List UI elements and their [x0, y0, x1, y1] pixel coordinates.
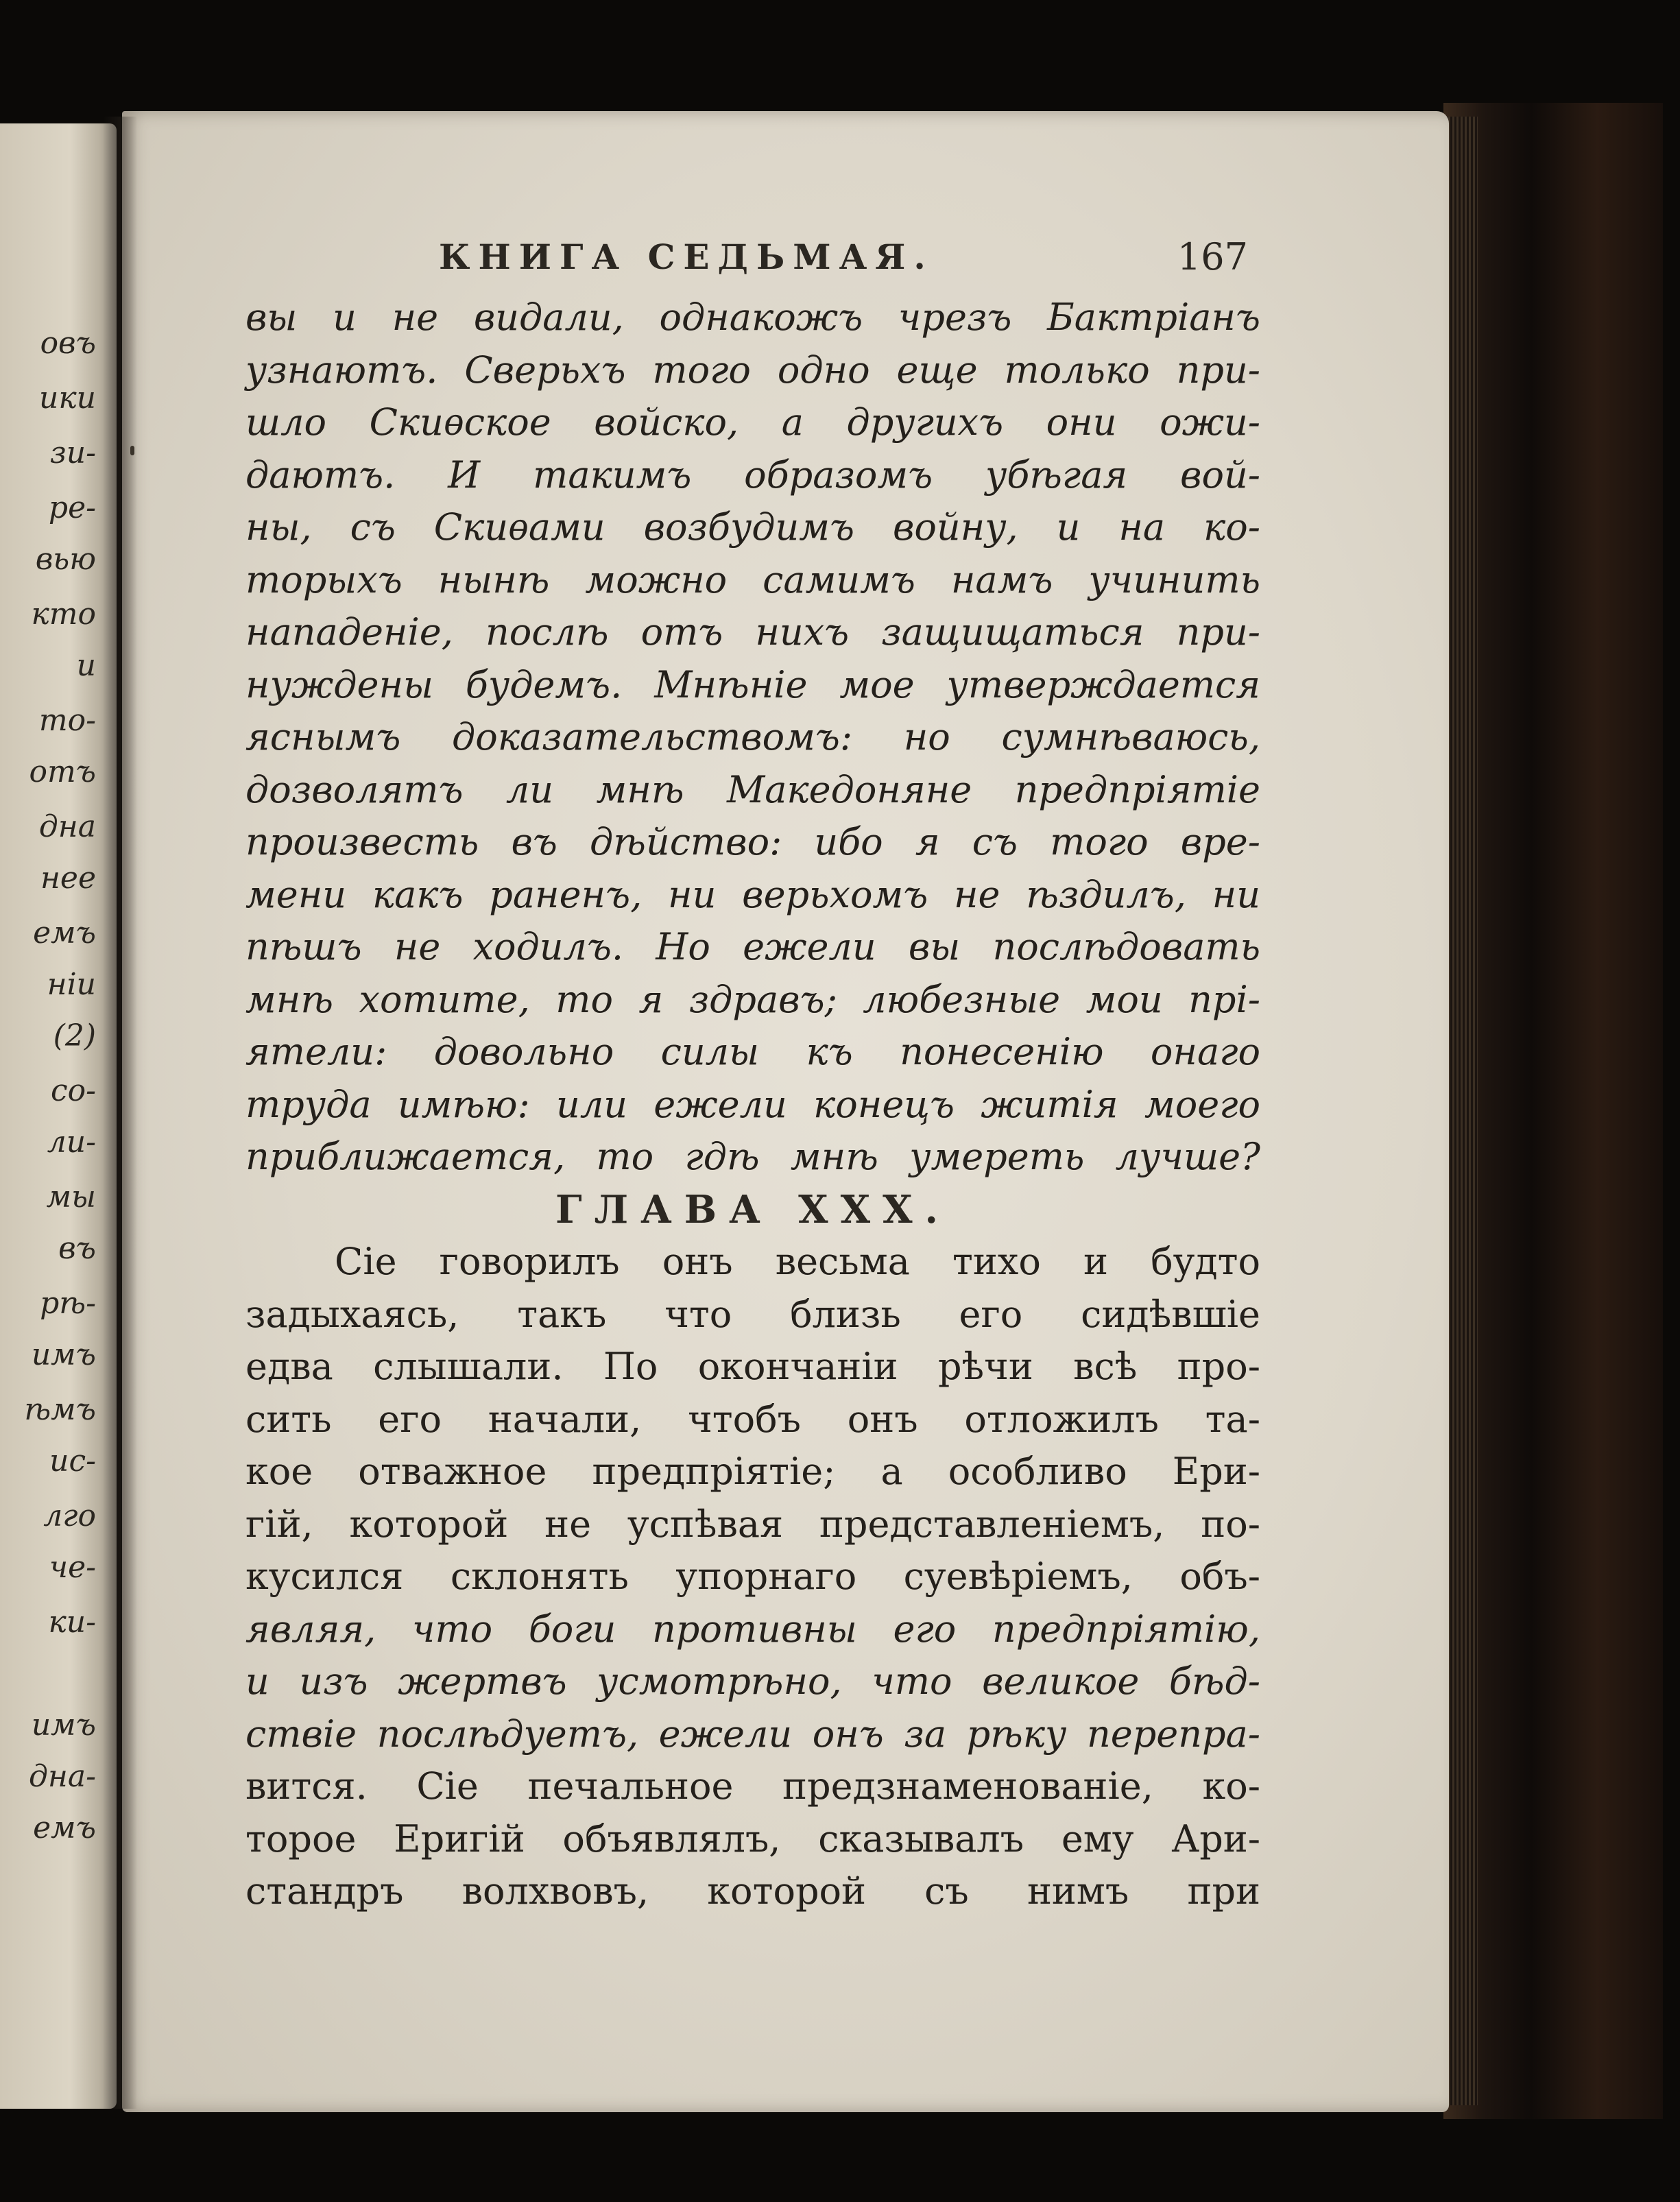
- text-line: кусился склонять упорнаго суевѣріемъ, объ-: [245, 1555, 1260, 1598]
- left-page-fragment: емъ: [33, 1810, 96, 1845]
- text-line: стандръ волхвовъ, которой съ нимъ при: [245, 1869, 1260, 1913]
- left-page-fragment: ніи: [47, 967, 96, 1002]
- text-line: нападеніе, послѣ отъ нихъ защищаться при-: [245, 610, 1260, 654]
- left-page-fragment: имъ: [31, 1337, 96, 1372]
- text-line: ятели: довольно силы къ понесенію онаго: [245, 1030, 1260, 1073]
- left-page-fragment: мы: [46, 1180, 96, 1214]
- left-page-fragment: ѣмъ: [24, 1392, 96, 1427]
- text-line: труда имѣю: или ежели конецъ житія моего: [245, 1082, 1260, 1126]
- left-page-fragment: че-: [49, 1550, 96, 1585]
- left-page: [0, 123, 117, 2109]
- left-page-fragment: то-: [38, 703, 96, 738]
- chapter-heading: ГЛАВА XXX.: [555, 1186, 951, 1232]
- text-line: шло Скиѳское войско, а другихъ они ожи-: [245, 400, 1260, 444]
- left-page-fragment: ики: [39, 381, 96, 416]
- text-line: являя, что боги противны его предпріятію,: [245, 1607, 1260, 1651]
- text-line: сить его начали, чтобъ онъ отложилъ та-: [245, 1397, 1260, 1441]
- text-line: мени какъ раненъ, ни верьхомъ не ѣздилъ, ни: [245, 872, 1260, 916]
- text-line: нуждены будемъ. Мнѣніе мое утверждается: [245, 662, 1260, 706]
- left-page-fragment: нее: [40, 861, 96, 896]
- left-page-fragment: имъ: [31, 1708, 96, 1743]
- page-number: 167: [1177, 235, 1248, 278]
- left-page-fragment: лго: [43, 1498, 96, 1533]
- left-page-fragment: и: [76, 648, 96, 683]
- text-line: пѣшъ не ходилъ. Но ежели вы послѣдовать: [245, 925, 1260, 968]
- left-page-fragment: вью: [35, 542, 96, 577]
- text-line: кое отважное предпріятіе; а особливо Ери-: [245, 1450, 1260, 1493]
- text-line: дозволятъ ли мнѣ Македоняне предпріятіе: [245, 767, 1260, 811]
- text-line: приближается, то гдѣ мнѣ умереть лучше?: [245, 1135, 1260, 1178]
- left-page-fragment: овъ: [40, 326, 96, 361]
- left-page-fragment: дна-: [29, 1759, 96, 1794]
- text-block: [245, 291, 1260, 1918]
- left-page-fragment: ис-: [49, 1444, 96, 1479]
- left-page-fragment: со-: [51, 1073, 96, 1108]
- text-line: Сіе говорилъ онъ весьма тихо и будто: [335, 1240, 1260, 1283]
- running-title: КНИГА СЕДЬМАЯ.: [439, 237, 934, 277]
- page-header: [439, 237, 1248, 291]
- text-line: вится. Сіе печальное предзнаменованіе, ко-: [245, 1764, 1260, 1808]
- left-page-fragment: кто: [31, 597, 96, 632]
- text-line: ны, съ Скиѳами возбудимъ войну, и на ко-: [245, 505, 1260, 549]
- text-line: яснымъ доказательствомъ: но сумнѣваюсь,: [245, 715, 1260, 758]
- left-page-fragment: зи-: [49, 435, 96, 470]
- left-page-fragment: емъ: [33, 915, 96, 950]
- left-page-fragment: ки-: [48, 1605, 96, 1640]
- text-line: едва слышали. По окончаніи рѣчи всѣ про-: [245, 1345, 1260, 1388]
- text-line: узнаютъ. Сверьхъ того одно еще только при-: [245, 348, 1260, 392]
- text-line: торое Еригій объявлялъ, сказывалъ ему Ари-: [245, 1817, 1260, 1860]
- left-page-fragment: въ: [58, 1231, 96, 1266]
- text-line: мнѣ хотите, то я здравъ; любезные мои прі-: [245, 977, 1260, 1021]
- text-line: даютъ. И такимъ образомъ убѣгая вой-: [245, 453, 1260, 496]
- left-page-fragment: (2): [53, 1018, 96, 1053]
- left-page-fragment: рѣ-: [40, 1286, 96, 1321]
- text-line: задыхаясь, такъ что близь его сидѣвшіе: [245, 1292, 1260, 1336]
- ink-mark: [130, 446, 134, 455]
- gutter-shadow: [103, 117, 137, 2109]
- left-page-fragment: отъ: [29, 754, 96, 789]
- text-line: гій, которой не успѣвая представленіемъ, по-: [245, 1502, 1260, 1546]
- text-line: ствіе послѣдуетъ, ежели онъ за рѣку перепра-: [245, 1712, 1260, 1756]
- left-page-fragment: ре-: [48, 490, 96, 525]
- text-line: вы и не видали, однакожъ чрезъ Бактріанъ: [245, 296, 1260, 339]
- text-line: произвесть въ дѣйство: ибо я съ того вре-: [245, 820, 1260, 863]
- left-page-fragment: ли-: [47, 1125, 96, 1160]
- text-line: торыхъ нынѣ можно самимъ намъ учинить: [245, 558, 1260, 601]
- left-page-fragment: дна: [38, 809, 96, 844]
- text-line: и изъ жертвъ усмотрѣно, что великое бѣд-: [245, 1660, 1260, 1703]
